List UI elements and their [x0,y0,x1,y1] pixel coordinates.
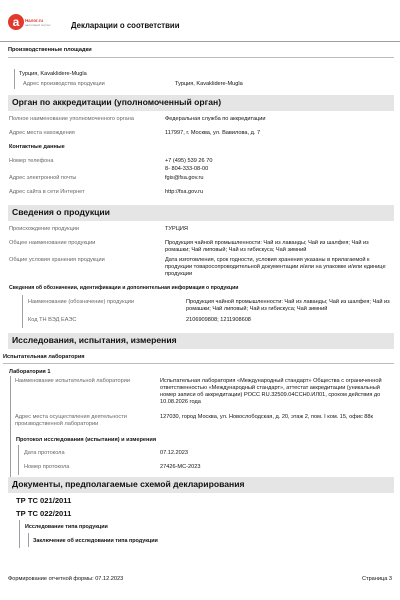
email-label: Адрес электронной почты [9,175,77,181]
accreditation-section-header [8,95,394,111]
documents-heading: Документы, предполагаемые схемой декларирования [12,479,245,489]
origin-label: Происхождение продукции [9,226,80,232]
product-section-header [8,205,394,221]
type-study-bracket [28,533,29,547]
test-lab-heading: Испытательная лаборатория [3,354,85,360]
production-site-bracket [14,69,15,89]
report-formation-date: Формирование отчетной формы: 07.12.2023 [8,576,124,582]
tnved-label: Код ТН ВЭД ЕАЭС [28,317,77,323]
identification-bracket [22,295,23,328]
logo-icon: a [8,14,24,30]
protocol-heading: Протокол исследования (испытания) и измерения [16,437,157,443]
phone-value-1: +7 (495) 539 26 70 [165,158,213,164]
logo-tagline: налоговый портал [25,23,51,27]
type-study-heading: Исследование типа продукции [25,524,108,530]
accreditation-address-label: Адрес места нахождения [9,130,75,136]
page-number: Страница 3 [361,576,392,582]
protocol-number-label: Номер протокола [24,464,70,470]
phone-label: Номер телефона [9,158,54,164]
production-site-name: Турция, Kavaklidere-Mugla [19,71,87,77]
origin-value: ТУРЦИЯ [165,226,188,232]
product-heading: Сведения о продукции [12,207,110,217]
website-value[interactable]: http://fsa.gov.ru [165,189,204,195]
website-label: Адрес сайта в сети Интернет [9,189,85,195]
lab-1-bracket [10,376,11,478]
tnved-value: 2106909808; 1211908608 [186,317,251,323]
protocol-number-value: 27426-МС-2023 [160,464,201,470]
documents-section-header [8,477,394,493]
storage-label: Общие условия хранения продукции [9,257,105,263]
accreditation-full-name-label: Полное наименование уполномоченного органа [9,116,134,122]
production-address-value: Турция, Kavaklidere-Mugla [175,81,243,87]
protocol-date-value: 07.12.2023 [160,450,188,456]
email-value[interactable]: fgis@fsa.gov.ru [165,175,204,181]
storage-value: Дата изготовления, срок годности, условия хранения указаны в прилагаемой к продукции товаросопроводительной документации и/или на упаковке и/или единице продукции [165,257,386,277]
accreditation-heading: Орган по аккредитации (уполномоченный орган) [12,97,222,107]
type-study-conclusion: Заключение об исследовании типа продукции [33,538,158,544]
protocol-bracket [18,445,19,475]
header-divider [0,41,400,42]
lab-address-value: 127030, город Москва, ул. Новослободская, д. 20, этаж 2, пом. I ком. 15, офис 88к [160,414,373,420]
nalog-logo[interactable] [8,14,51,36]
accreditation-full-name-value: Федеральная служба по аккредитации [165,116,266,122]
lab-name-value: Испытательная лаборатория «Международный стандарт» Общества с ограниченной ответственностью «Международный стандарт», аттестат аккредитации (уникальный номер записи об аккредитации) РОСС RU.32509.04ССН0.ИЛ01, сроком действия до 10.08.2026 года [160,378,382,405]
production-address-label: Адрес производства продукции [23,81,105,87]
production-sites-heading: Производственные площадки [8,47,92,53]
test-lab-divider [3,363,394,364]
lab-address-label: Адрес места осуществления деятельности производственной лаборатории [15,414,127,427]
designation-label: Наименование (обозначение) продукции [28,299,135,305]
phone-value-2: 8- 804-333-08-00 [165,166,209,172]
lab-name-label: Наименование испытательной лаборатории [15,378,131,384]
protocol-date-label: Дата протокола [24,450,65,456]
identification-heading: Сведения об обозначении, идентификации и дополнительная информация о продукции [9,285,239,291]
logo-name: Налог.ru [25,18,44,23]
contacts-heading: Контактные данные [9,144,65,150]
regulation-bracket [19,520,20,548]
regulation-022: ТР ТС 022/2011 [16,509,72,518]
production-sites-divider [8,57,394,58]
document-title: Декларации о соответствии [71,21,180,30]
research-heading: Исследования, испытания, измерения [12,335,177,345]
lab-1-heading: Лаборатория 1 [9,369,51,375]
research-section-header [8,333,394,349]
designation-value: Продукция чайной промышленности: Чай из лаванды; Чай из шалфея; Чай из ромашки; Чай липовый; Чай из гибискуса; Чай зимний [186,299,390,312]
product-name-label: Общее наименование продукции [9,240,96,246]
accreditation-address-value: 117997, г. Москва, ул. Вавилова, д. 7 [165,130,261,136]
page-header [0,0,400,42]
product-name-value: Продукция чайной промышленности: Чай из лаванды; Чай из шалфея; Чай из ромашки; Чай липовый; Чай из гибискуса; Чай зимний [165,240,369,253]
regulation-021: ТР ТС 021/2011 [16,496,72,505]
